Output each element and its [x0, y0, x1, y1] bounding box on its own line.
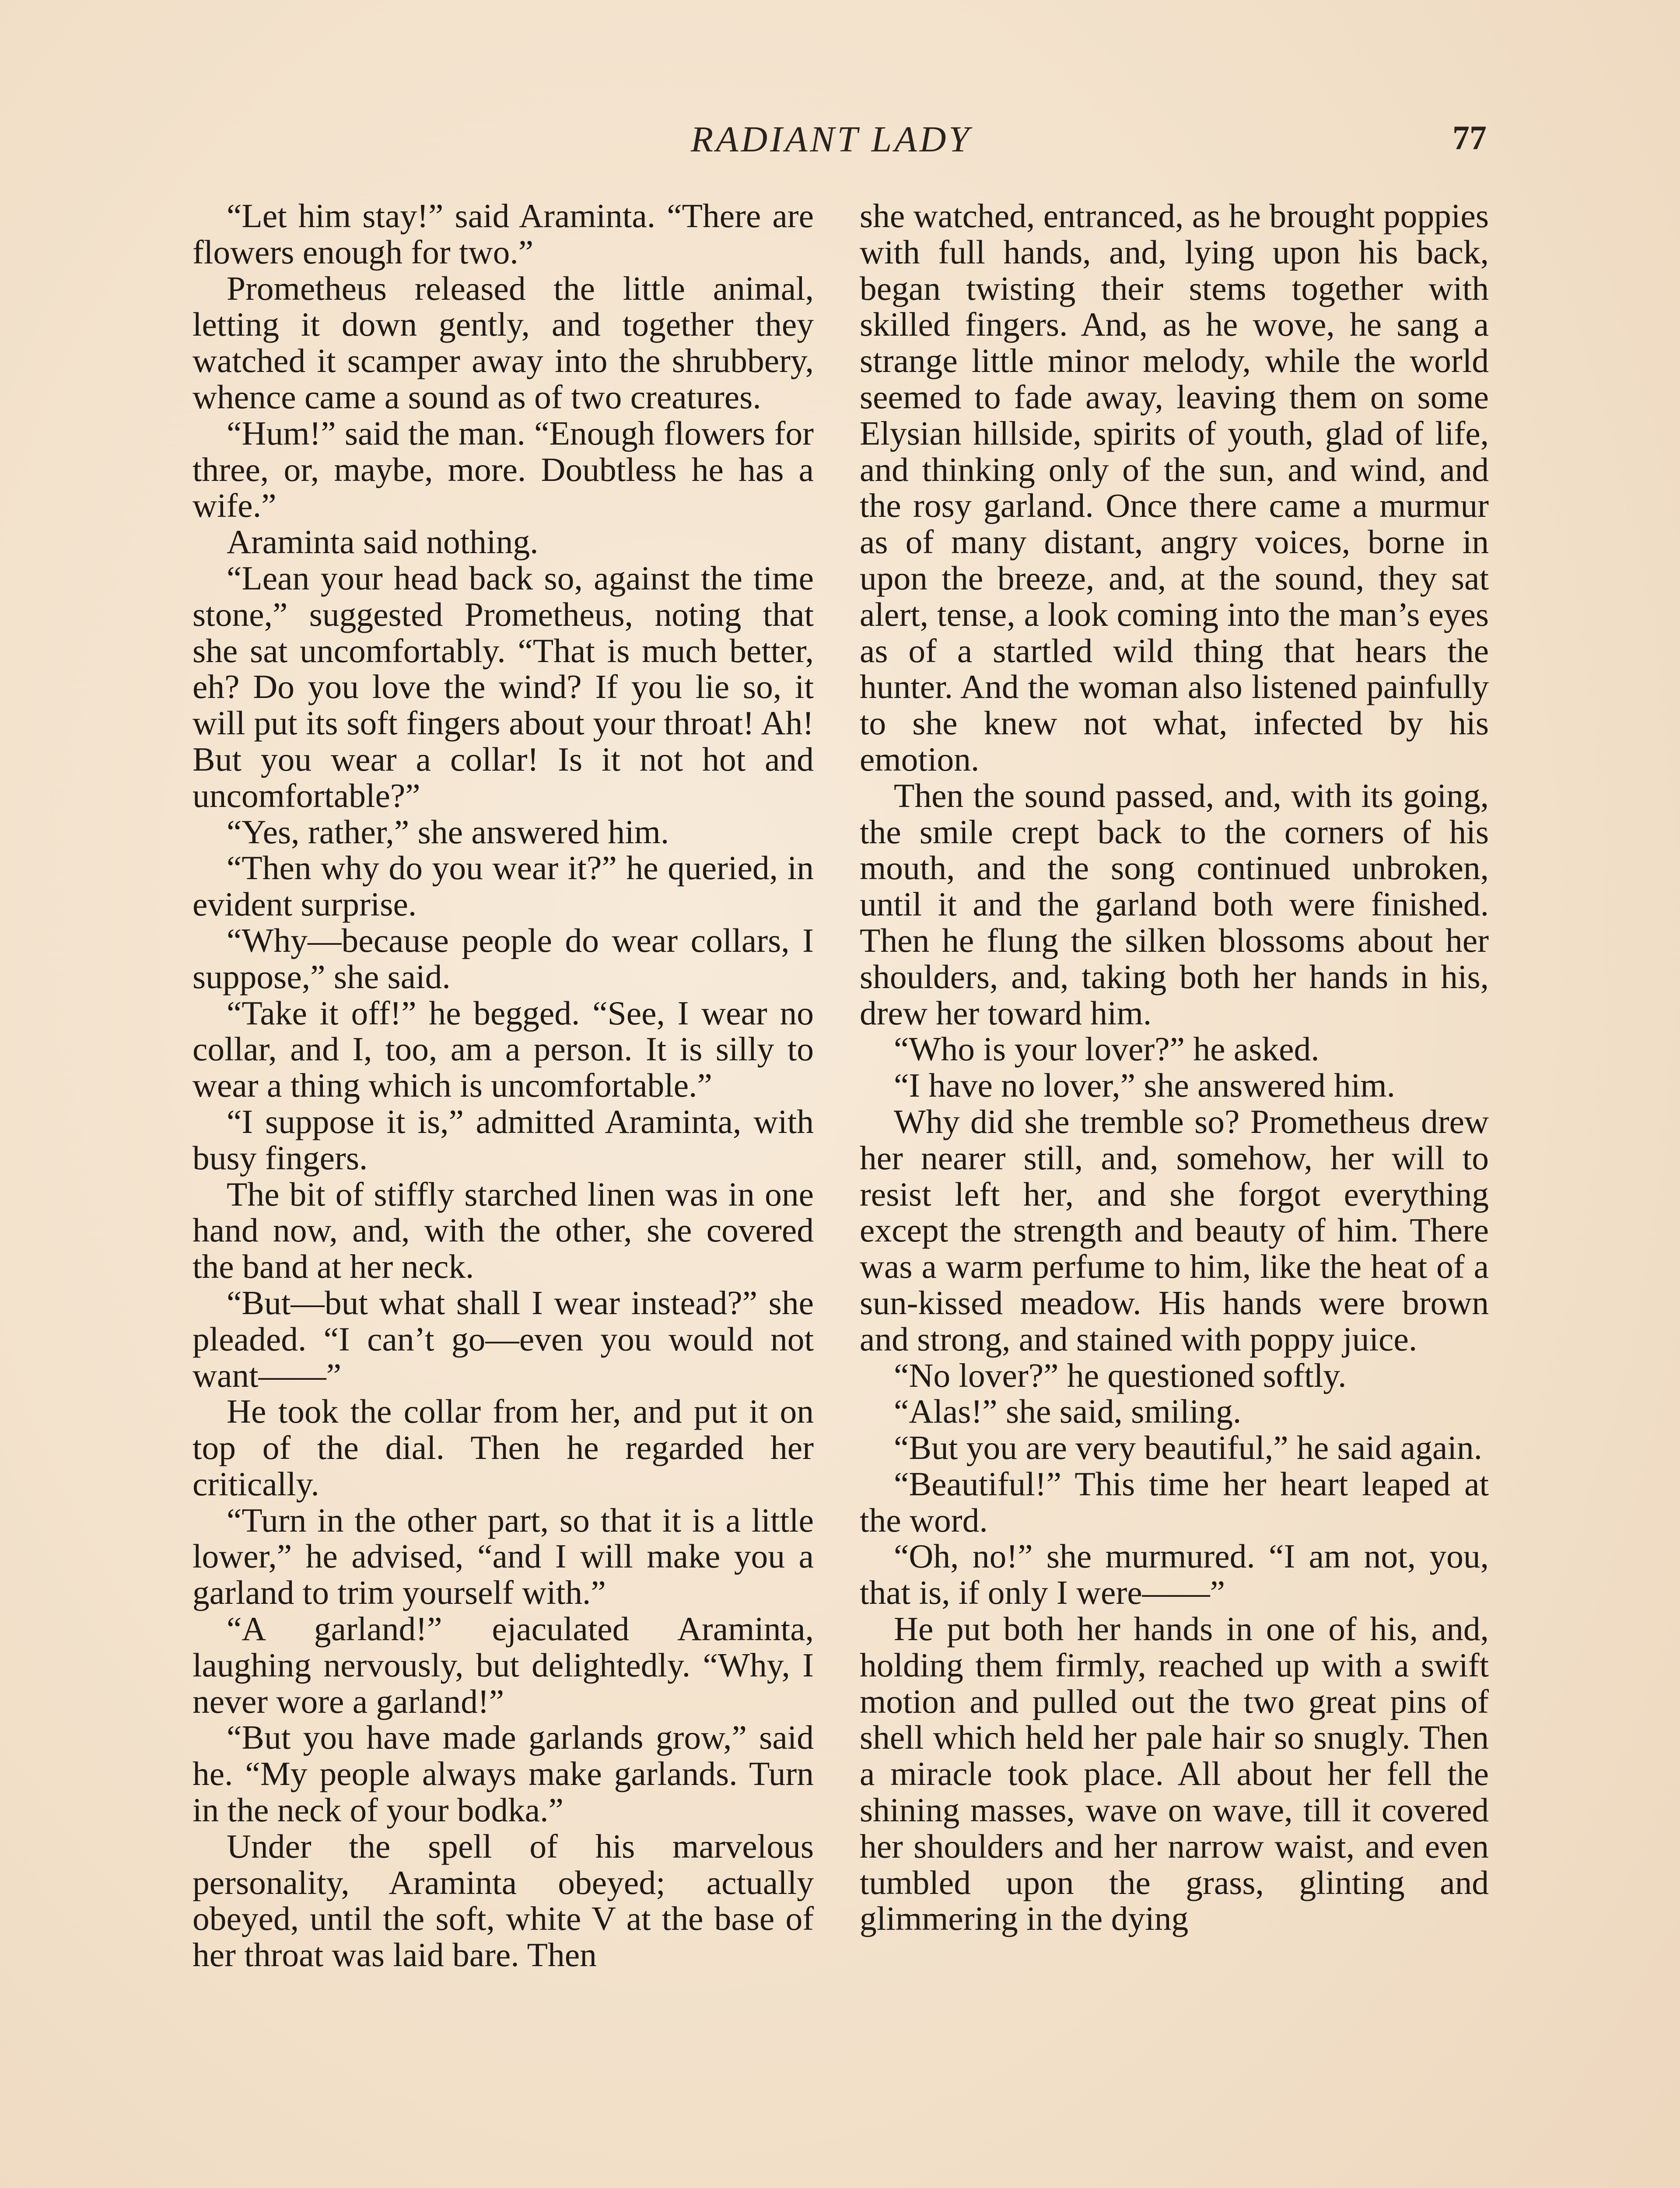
paragraph: “Take it off!” he begged. “See, I wear no collar, and I, too, am a person. It is silly to wear a thing which is uncomfortable.” [192, 994, 814, 1105]
paragraph: “Oh, no!” she murmured. “I am not, you, that is, if only I were——” [860, 1537, 1489, 1612]
paragraph: He put both her hands in one of his, and, holding them firmly, reached up with a swift motion and pulled out the two great pins of shell which held her pale hair so snugly. Then a miracle took place. All about her fell the shining masses, wave on wave, till it covered her shoulders and her narrow waist, and even tumbled upon the grass, glinting and glimmering in the dying [860, 1610, 1489, 1938]
paragraph: Then the sound passed, and, with its going, the smile crept back to the corners of his mouth, and the song continued unbroken, until it and the garland both were finished. Then he flung the silken blossoms about her shoulders, and, taking both her hands in his, drew her toward him. [860, 776, 1489, 1032]
paragraph: The bit of stiffly starched linen was in one hand now, and, with the other, she covered the band at her neck. [192, 1175, 814, 1286]
paragraph: “Lean your head back so, against the time stone,” suggested Prometheus, noting that she sat uncomfortably. “That is much better, eh? Do you love the wind? If you lie so, it will put its soft fingers about your throat! Ah! But you wear a collar! Is it not hot and uncomfortable?” [192, 559, 814, 814]
paragraph: “Why—because people do wear collars, I suppose,” she said. [192, 921, 814, 996]
paragraph: “No lover?” he questioned softly. [894, 1356, 1347, 1394]
paragraph: she watched, entranced, as he brought poppies with full hands, and, lying upon his back, began twisting their stems together with skilled fingers. And, as he wove, he sang a strange little minor melody, while the world seemed to fade away, leaving them on some Elysian hillside, spirits of youth, glad of life, and thinking only of the sun, and wind, and the rosy garland. Once there came a murmur as of many distant, angry voices, borne in upon the breeze, and, at the sound, they sat alert, tense, a look coming into the man’s eyes as of a startled wild thing that hears the hunter. And the woman also listened painfully to she knew not what, infected by his emotion. [860, 197, 1489, 778]
paragraph: Under the spell of his marvelous personality, Araminta obeyed; actually obeyed, until the soft, white V at the base of her throat was laid bare. Then [192, 1827, 814, 1974]
paragraph: “Then why do you wear it?” he queried, in evident surprise. [192, 849, 814, 923]
page-number: 77 [1452, 119, 1487, 157]
paragraph: “A garland!” ejaculated Araminta, laughing nervously, but delightedly. “Why, I never wore a garland!” [192, 1610, 814, 1720]
paragraph: Araminta said nothing. [227, 523, 539, 561]
left-text-column [192, 198, 814, 1973]
paragraph: “Turn in the other part, so that it is a little lower,” he advised, “and I will make you a garland to trim yourself with.” [192, 1501, 814, 1612]
paragraph: “Beautiful!” This time her heart leaped at the word. [860, 1465, 1489, 1539]
paragraph: “Hum!” said the man. “Enough flowers for three, or, maybe, more. Doubtless he has a wife.” [192, 414, 814, 525]
paragraph: “Alas!” she said, smiling. [894, 1392, 1242, 1431]
paragraph: He took the collar from her, and put it on top of the dial. Then he regarded her critically. [192, 1392, 814, 1503]
paragraph: “But—but what shall I wear instead?” she pleaded. “I can’t go—even you would not want——” [192, 1283, 814, 1394]
paragraph: “But you are very beautiful,” he said again. [894, 1429, 1482, 1467]
running-title: RADIANT LADY [690, 119, 972, 160]
paragraph: “Yes, rather,” she answered him. [227, 813, 669, 851]
paragraph: “Who is your lover?” he asked. [894, 1030, 1320, 1068]
paragraph: “Let him stay!” said Araminta. “There are flowers enough for two.” [192, 197, 814, 271]
right-text-column [860, 198, 1489, 1937]
paragraph: Prometheus released the little animal, letting it down gently, and together they watched it scamper away into the shrubbery, whence came a sound as of two creatures. [192, 269, 814, 416]
paragraph: “I have no lover,” she answered him. [894, 1066, 1396, 1105]
paragraph: Why did she tremble so? Prometheus drew her nearer still, and, somehow, her will to resist left her, and she forgot everything except the strength and beauty of him. There was a warm perfume to him, like the heat of a sun-kissed meadow. His hands were brown and strong, and stained with poppy juice. [860, 1102, 1489, 1358]
paragraph: “I suppose it is,” admitted Araminta, with busy fingers. [192, 1102, 814, 1177]
page-header [0, 118, 1680, 171]
paragraph: “But you have made garlands grow,” said he. “My people always make garlands. Turn in the neck of your bodka.” [192, 1718, 814, 1829]
